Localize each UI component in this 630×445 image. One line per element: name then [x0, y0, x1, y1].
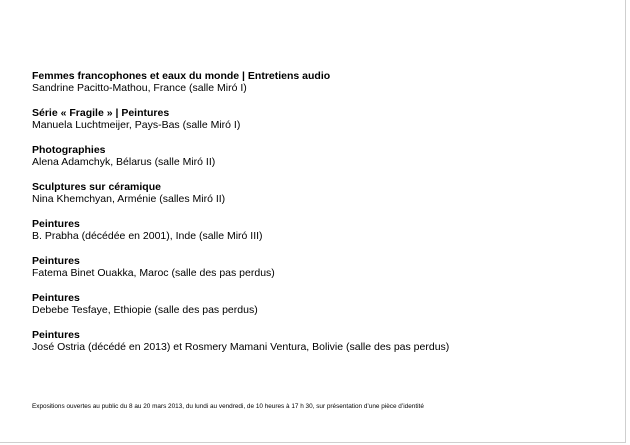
exhibition-title: Photographies: [32, 144, 106, 156]
exhibition-title: Peintures: [32, 255, 80, 267]
exhibition-artist: Manuela Luchtmeijer, Pays-Bas (salle Miró I): [32, 119, 241, 131]
exhibition-entry: [32, 218, 612, 242]
exhibition-title: Sculptures sur céramique: [32, 181, 161, 193]
exhibition-title: Peintures: [32, 292, 80, 304]
exhibition-title: Femmes francophones et eaux du monde | Entretiens audio: [32, 70, 331, 82]
exhibition-artist: Nina Khemchyan, Arménie (salles Miró II): [32, 193, 226, 205]
exhibition-entry: [32, 107, 612, 131]
exhibition-artist: Fatema Binet Ouakka, Maroc (salle des pas perdus): [32, 267, 275, 279]
opening-hours-note: Expositions ouvertes au public du 8 au 20 mars 2013, du lundi au vendredi, de 10 heures à 17 h 30, sur présentation d’une pièce d’identité: [32, 403, 424, 410]
exhibition-entry: [32, 292, 612, 316]
exhibition-title: Série « Fragile » | Peintures: [32, 107, 170, 119]
exhibition-artist: Sandrine Pacitto-Mathou, France (salle Miró I): [32, 82, 247, 94]
exhibition-artist: B. Prabha (décédée en 2001), Inde (salle Miró III): [32, 230, 263, 242]
exhibition-artist: Alena Adamchyk, Bélarus (salle Miró II): [32, 156, 216, 168]
exhibition-title: Peintures: [32, 329, 80, 341]
exhibition-entry: [32, 255, 612, 279]
exhibition-artist: José Ostria (décédé en 2013) et Rosmery Mamani Ventura, Bolivie (salle des pas perdus): [32, 341, 450, 353]
exhibition-entry: [32, 181, 612, 205]
exhibition-title: Peintures: [32, 218, 80, 230]
exhibition-entry: [32, 144, 612, 168]
exhibition-entry: [32, 70, 612, 94]
exhibition-entry: [32, 329, 612, 353]
exhibition-artist: Debebe Tesfaye, Ethiopie (salle des pas perdus): [32, 304, 258, 316]
exhibition-list: [32, 70, 612, 366]
